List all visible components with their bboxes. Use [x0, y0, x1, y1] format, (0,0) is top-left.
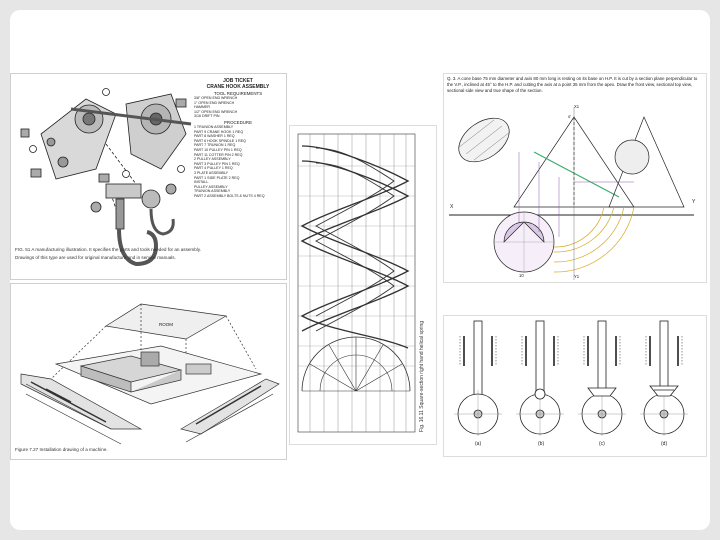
- procedure-step-item: PART 6 HOOK SPINDLE 1 REQ: [194, 138, 246, 143]
- procedure-step-item: PART 1 SIDE PLATE 2 REQ: [194, 175, 240, 180]
- label-x: X: [450, 204, 454, 210]
- follower-rect: [598, 321, 606, 391]
- procedure-step-item: PART 8 WASHER 1 REQ: [194, 134, 235, 139]
- tool-item: 1/2" OPEN END WRENCH: [194, 109, 238, 114]
- procedure-step-item: PART 3 PULLEY PIN 1 REQ: [194, 161, 240, 166]
- tool-item: 1" OPEN END WRENCH: [194, 100, 235, 105]
- procedure-step-item: PULLEY ASSEMBLY: [194, 184, 228, 189]
- label-c: (c): [599, 441, 605, 447]
- crane-hook-caption-1: FIG. 51 A manufacturing illustration. It specifies the parts and tools needed for an assembly.: [15, 247, 202, 252]
- procedure-step-item: PART 4 PULLEY 1 REQ: [194, 166, 233, 171]
- procedure-step-item: 2 PULLEY ASSEMBLY: [194, 157, 231, 162]
- label-d: (d): [661, 441, 668, 447]
- helical-spring-drawing: [290, 126, 436, 444]
- installation-drawing-panel: [10, 283, 287, 460]
- label-a: (a): [475, 441, 482, 447]
- follower-path: [650, 386, 678, 396]
- installation-drawing: [11, 284, 286, 459]
- cone-section-panel: [443, 73, 707, 283]
- procedure-step-item: PART 10 PULLEY PIN 1 REQ: [194, 147, 242, 152]
- procedure-step-item: PART 2 ASSEMBLY BOLTS & NUTS 4 REQ: [194, 193, 265, 198]
- crane-hook-panel: [10, 73, 287, 280]
- procedure-step-item: PART 9 CRANE HOOK 1 REQ: [194, 129, 244, 134]
- tool-item: HAMMER: [194, 105, 210, 110]
- room-label: ROOM: [159, 322, 173, 327]
- procedure-step-item: PART 11 COTTER PIN 2 REQ: [194, 152, 243, 157]
- follower-rect: [660, 321, 668, 391]
- helical-spring-panel: [289, 125, 437, 445]
- helical-spring-caption: Fig. 16.11 Square-section right hand helical spring: [419, 320, 425, 432]
- job-ticket-title: CRANE HOOK ASSEMBLY: [206, 84, 270, 90]
- cam-follower-panel: [443, 315, 707, 457]
- label-b: (b): [538, 441, 545, 447]
- tool-item: 3/16 DRIFT PIN: [194, 114, 220, 119]
- label-x1: X1: [574, 104, 580, 109]
- procedure-step-item: PART 7 TRUNION 1 REQ: [194, 143, 236, 148]
- job-ticket-box: [194, 78, 282, 198]
- follower-circle: [535, 389, 545, 399]
- follower-rect: [536, 321, 544, 391]
- procedure-step-item: 1 TRUNION ASSEMBLY: [194, 124, 234, 129]
- label-y1: Y1: [574, 274, 580, 279]
- crane-hook-caption-2: Drawings of this type are used for original manufacture and in service manuals.: [15, 255, 176, 260]
- label-o: o': [568, 114, 572, 119]
- label-ten: 10: [519, 273, 524, 278]
- cone-question-text: Q. 3. A cone base 75 mm diameter and axis 80 mm long is resting on its base on H.P. It is cut by a section plane perpendicular to the V.P., inclined at 45° to the H.P. and cutting the axis at a point 35 mm from the apex. Draw the front view, sectional top view, sectional side view and true shape of the section.: [447, 76, 698, 93]
- procedure-step-item: TRUNION ASSEMBLY: [194, 189, 231, 194]
- job-ticket-heading: JOB TICKET: [223, 78, 253, 84]
- label-y: Y: [692, 199, 696, 205]
- tools-header: TOOL REQUIREMENTS: [213, 91, 263, 96]
- tool-item: 3/8" OPEN END WRENCH: [194, 96, 238, 100]
- procedure-step-item: 3 PLATE ASSEMBLY: [194, 170, 229, 175]
- tools-list: [194, 96, 282, 119]
- cam-follower-drawing: [444, 316, 706, 456]
- procedure-step-item: INSTALL: [194, 180, 209, 185]
- procedure-list: [194, 125, 282, 199]
- installation-caption: Figure 7.27 Installation drawing of a machine.: [15, 447, 108, 452]
- procedure-header: PROCEDURE: [223, 119, 253, 125]
- follower-path: [588, 388, 616, 396]
- cone-section-drawing: [444, 102, 706, 282]
